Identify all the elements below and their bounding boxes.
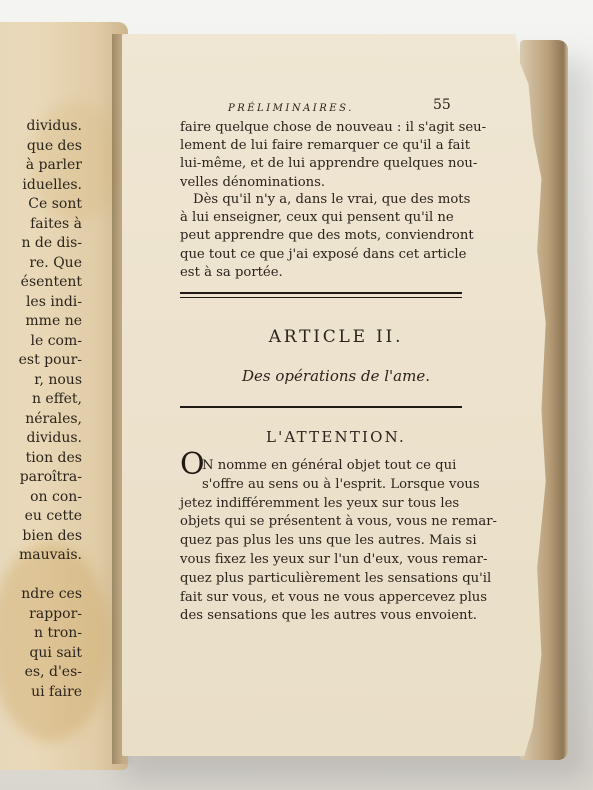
- text-line: velles dénominations.: [180, 174, 326, 190]
- left-page-line: à parler: [25, 157, 82, 173]
- left-page-line: tion des: [25, 449, 82, 466]
- left-page-line: mauvais.: [18, 547, 82, 563]
- left-page-line: ui faire: [31, 683, 82, 700]
- text-line: jetez indifféremment les yeux sur tous les: [180, 495, 460, 511]
- running-head: PRÉLIMINAIRES.: [228, 103, 354, 114]
- left-page-line: eu cette: [24, 508, 82, 524]
- left-page-line: faites à: [30, 215, 82, 232]
- text-line: s'offre au sens ou à l'esprit. Lorsque vous: [202, 476, 480, 492]
- section-title: L'ATTENTION.: [265, 428, 407, 446]
- left-page-line: le com-: [30, 332, 82, 349]
- text-line: des sensations que les autres vous envoient.: [180, 608, 477, 624]
- text-line: objets qui se présentent à vous, vous ne remar-: [180, 514, 498, 530]
- left-page-line: mme ne: [25, 313, 82, 329]
- left-page-line: on con-: [30, 488, 82, 505]
- left-page-line: es, d'es-: [24, 664, 82, 680]
- left-page-line: n tron-: [34, 625, 82, 641]
- left-page-line: nérales,: [25, 410, 82, 427]
- left-page-line: n de dis-: [21, 235, 82, 251]
- left-page-line: Ce sont: [28, 196, 82, 212]
- text-line: quez pas plus les uns que les autres. Mais si: [180, 533, 477, 549]
- drop-cap: O: [180, 447, 205, 482]
- left-page-line: ésentent: [20, 274, 82, 290]
- section-rule: [180, 406, 462, 408]
- article-title: ARTICLE II.: [268, 327, 404, 347]
- left-page-line: iduelles.: [22, 176, 82, 193]
- double-rule-top-b: [180, 297, 462, 298]
- text-line: N nomme en général objet tout ce qui: [202, 458, 457, 473]
- text-line: quez plus particulièrement les sensations qu'il: [180, 570, 492, 586]
- left-page-line: dividus.: [26, 430, 82, 446]
- text-line: est à sa portée.: [180, 264, 283, 280]
- left-page-line: est pour-: [18, 352, 82, 368]
- left-page-line: que des: [26, 137, 82, 154]
- left-page-text: [0, 117, 82, 702]
- left-page-line: r, nous: [34, 371, 82, 388]
- double-rule-top-a: [180, 292, 462, 294]
- left-page-line: paroîtra-: [19, 469, 82, 485]
- left-page-line: [0, 566, 82, 586]
- left-page: [0, 22, 128, 770]
- text-line: lement de lui faire remarquer ce qu'il a fait: [180, 138, 471, 154]
- text-line: fait sur vous, et vous ne vous appercevez plus: [180, 589, 488, 605]
- text-line: peut apprendre que des mots, conviendront: [180, 228, 474, 244]
- left-page-line: rappor-: [29, 605, 82, 622]
- text-line: que tout ce que j'ai exposé dans cet article: [180, 246, 467, 262]
- left-page-line: les indi-: [25, 293, 82, 310]
- page-number: 55: [433, 97, 451, 113]
- text-line: à lui enseigner, ceux qui pensent qu'il ne: [180, 210, 454, 226]
- text-line: faire quelque chose de nouveau : il s'agit seu-: [180, 120, 487, 135]
- text-line: vous fixez les yeux sur l'un d'eux, vous remar-: [180, 552, 488, 567]
- left-page-line: n effet,: [31, 391, 82, 407]
- text-line: lui-même, et de lui apprendre quelques nou-: [180, 156, 478, 172]
- left-page-line: dividus.: [26, 118, 82, 134]
- text-line: Dès qu'il n'y a, dans le vrai, que des mots: [193, 192, 471, 207]
- left-page-line: re. Que: [29, 254, 82, 271]
- left-page-line: qui sait: [29, 644, 82, 661]
- left-page-line: ndre ces: [21, 586, 82, 602]
- article-subtitle: Des opérations de l'ame.: [242, 367, 430, 385]
- left-page-line: bien des: [22, 527, 82, 544]
